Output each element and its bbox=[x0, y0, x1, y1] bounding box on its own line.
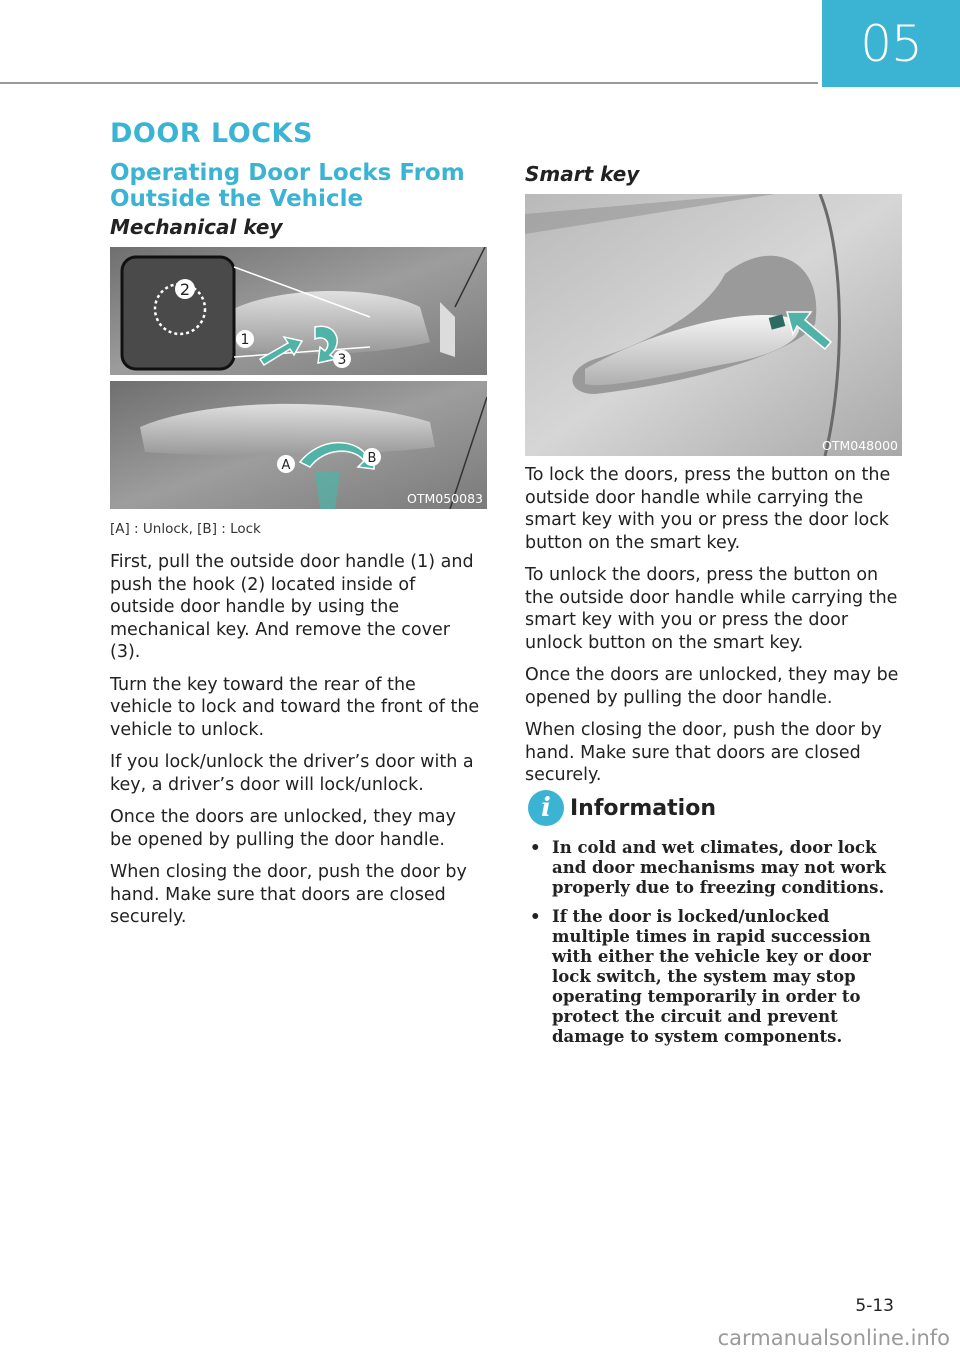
section-title: DOOR LOCKS bbox=[110, 118, 313, 149]
smart-key-figure bbox=[525, 194, 902, 456]
smart-key-heading: Smart key bbox=[525, 162, 640, 186]
paragraph: Turn the key toward the rear of the vehicle to lock and toward the front of the vehicle to unlock. bbox=[110, 674, 480, 740]
paragraph: First, pull the outside door handle (1) and push the hook (2) located inside of outside door handle by using the mechanical key. And remove the cover (3). bbox=[110, 552, 474, 662]
list-item: • If the door is locked/unlocked multiple times in rapid succession with either the vehicle key or door lock switch, the system may stop operating temporarily in order to protect the circuit and prevent damage to system components. bbox=[528, 907, 900, 1047]
callout-3: 3 bbox=[337, 352, 347, 368]
callout-2: 2 bbox=[179, 280, 191, 299]
door-handle-illustration bbox=[110, 247, 487, 509]
figure-code: OTM048000 bbox=[822, 438, 898, 453]
chapter-tab: 05 bbox=[822, 0, 960, 87]
information-title: Information bbox=[570, 795, 716, 821]
mechanical-key-heading: Mechanical key bbox=[110, 215, 283, 239]
paragraph: To lock the doors, press the button on the outside door handle while carrying the smart key with you or press the door lock button on the smart key. bbox=[525, 465, 891, 553]
page-number: 5-13 bbox=[855, 1296, 894, 1316]
paragraph: When closing the door, push the door by hand. Make sure that doors are closed securely. bbox=[525, 720, 882, 785]
paragraph: If you lock/unlock the driver’s door with a key, a driver’s door will lock/unlock. bbox=[110, 752, 474, 795]
info-icon: i bbox=[528, 790, 564, 826]
subsection-title: Operating Door Locks From Outside the Vehicle bbox=[110, 160, 465, 212]
callout-1: 1 bbox=[240, 332, 250, 348]
header-rule bbox=[0, 82, 818, 84]
information-list bbox=[528, 838, 900, 1056]
watermark: carmanualsonline.info bbox=[717, 1326, 950, 1350]
mechanical-key-text bbox=[110, 551, 482, 939]
paragraph: Once the doors are unlocked, they may be opened by pulling the door handle. bbox=[525, 665, 899, 708]
paragraph: When closing the door, push the door by hand. Make sure that doors are closed securely. bbox=[110, 862, 467, 927]
information-header bbox=[528, 790, 716, 826]
figure-caption: [A] : Unlock, [B] : Lock bbox=[110, 521, 261, 537]
callout-b: B bbox=[367, 451, 377, 466]
smart-key-handle-illustration bbox=[525, 194, 902, 456]
paragraph: To unlock the doors, press the button on the outside door handle while carrying the smart key with you or press the door unlock button on the smart key. bbox=[525, 565, 898, 653]
smart-key-text bbox=[525, 464, 900, 797]
mechanical-key-figure bbox=[110, 247, 487, 509]
paragraph: Once the doors are unlocked, they may be opened by pulling the door handle. bbox=[110, 807, 457, 850]
callout-a: A bbox=[281, 458, 291, 473]
figure-code: OTM050083 bbox=[407, 491, 483, 506]
list-item: • In cold and wet climates, door lock and door mechanisms may not work properly due to freezing conditions. bbox=[528, 838, 900, 898]
